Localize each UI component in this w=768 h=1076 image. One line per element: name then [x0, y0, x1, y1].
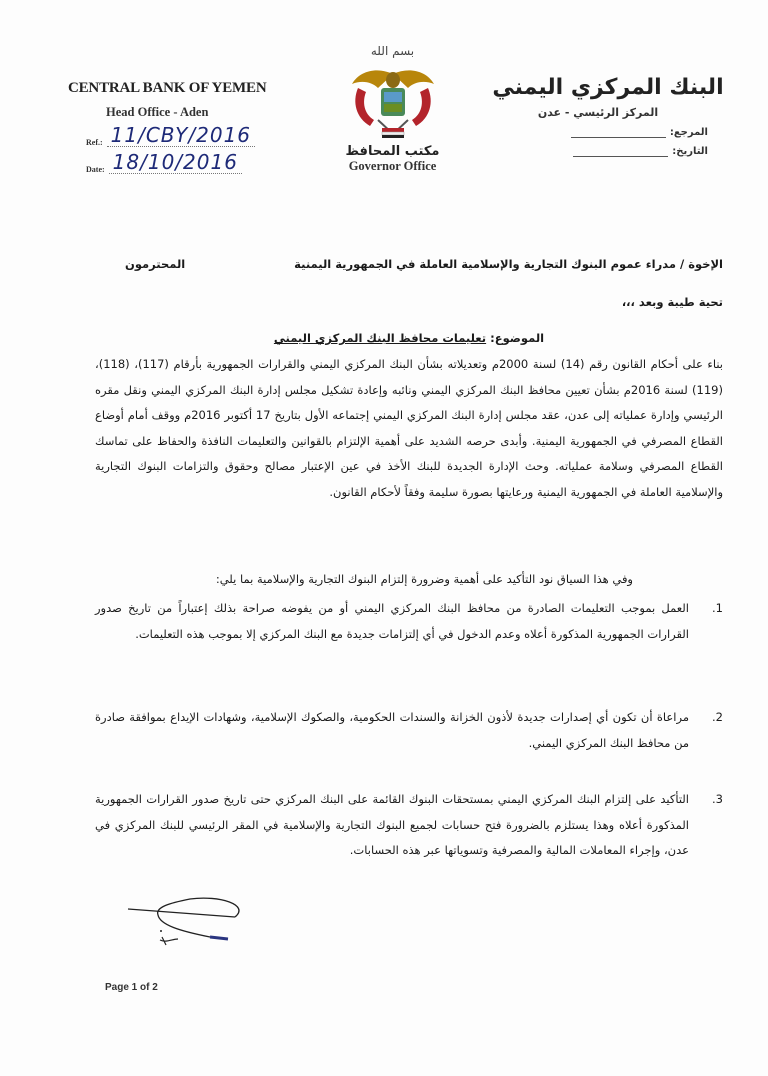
head-office-english: Head Office - Aden — [106, 105, 209, 119]
page-indicator: Page 1 of 2 — [105, 982, 158, 993]
arabic-date-label: التاريخ: — [672, 146, 708, 157]
ref-label: Ref.: — [86, 138, 103, 147]
addressee: الإخوة / مدراء عموم البنوك التجارية والإسلامية العاملة في الجمهورية اليمنية — [294, 257, 723, 271]
body-paragraph: بناء على أحكام القانون رقم (14) لسنة 2000م وتعديلاته بشأن البنك المركزي اليمني والقرارات الجمهورية بأرقام (117)، (118)، (119) لسنة 2016م بشأن تعيين محافظ البنك المركزي اليمني ونائبه وإعادة تشكيل مجلس إدارة البنك المركزي اليمني ونقل مقره الرئيسي وإدارة عملياته إلى عدن، عقد مجلس إدارة البنك المركزي اليمني إجتماعه الأول بتاريخ 17 أكتوبر 2016م ووقف أمام أوضاع القطاع المصرفي في الجمهورية اليمنية. وأبدى حرصه الشديد على أهمية الإلتزام بالقوانين والتعليمات النافذة والحفاظ على تماسك القطاع المصرفي وسلامة عملياته. وحث الإدارة الجديدة للبنك الأخذ في عين الإعتبار مصالح وحقوق والتزامات البنوك التجارية والإسلامية العاملة في الجمهورية اليمنية ورعايتها بصورة سليمة وفقاً لأحكام القانون. — [95, 357, 724, 499]
arabic-letterhead — [488, 75, 728, 157]
eagle-emblem-icon — [348, 62, 438, 142]
subject-line — [95, 326, 723, 352]
english-letterhead — [68, 80, 298, 174]
list-item-text: مراعاة أن تكون أي إصدارات جديدة لأذون الخزانة والسندات الحكومية، والصكوك الإسلامية، وشهادات الإيداع بموافقة صادرة من محافظ البنك المركزي اليمني. — [95, 710, 689, 750]
arabic-ref-line — [571, 127, 666, 138]
list-item — [95, 596, 723, 647]
date-label: Date: — [86, 165, 105, 174]
date-value: 18/10/2016 — [109, 151, 242, 174]
list-item-number: 2. — [712, 710, 723, 724]
governor-office-arabic: مكتب المحافظ — [345, 144, 440, 159]
intro-sentence: وفي هذا السياق نود التأكيد على أهمية وضرورة إلتزام البنوك التجارية والإسلامية بما يلي: — [215, 572, 633, 586]
reference-row — [86, 124, 298, 147]
subject-label: الموضوع: — [490, 331, 545, 345]
addressee-line — [95, 252, 723, 278]
bank-name-arabic: البنك المركزي اليمني — [492, 75, 724, 100]
list-item-text: العمل بموجب التعليمات الصادرة من محافظ البنك المركزي اليمني أو من يفوضه صراحة بذلك إعتباراً من تاريخ صدور القرارات الجمهورية المذكورة أعلاه وعدم الدخول في أي إلتزامات جديدة مع البنك المركزي إلا بموجب هذه التعليمات. — [95, 601, 689, 641]
bank-name-english: CENTRAL BANK OF YEMEN — [68, 80, 267, 96]
signature-icon — [100, 895, 300, 955]
arabic-date-field — [488, 146, 708, 157]
date-row — [86, 151, 298, 174]
list-item — [95, 705, 723, 756]
list-item — [95, 787, 723, 864]
governor-office-english: Governor Office — [348, 159, 437, 173]
basmala-calligraphy: بسم الله — [370, 44, 415, 58]
list-item-text: التأكيد على إلتزام البنك المركزي اليمني بمستحقات البنوك القائمة على البنك المركزي حتى تاريخ صدور القرارات الجمهورية المذكورة أعلاه وهذا يستلزم بالضرورة فتح حسابات لجميع البنوك التجارية والإسلامية في المقر الرئيسي للبنك المركزي في عدن، وإجراء المعاملات المالية والمصرفية وتسوياتها عبر هذه الحسابات. — [95, 792, 689, 857]
respected-label: المحترمون — [125, 257, 186, 271]
yemen-emblem-block — [335, 40, 450, 180]
ref-value: 11/CBY/2016 — [107, 124, 255, 147]
subject-text: تعليمات محافظ البنك المركزي اليمني — [273, 331, 487, 345]
arabic-ref-label: المرجع: — [669, 127, 708, 138]
arabic-ref-field — [488, 127, 708, 138]
list-item-number: 1. — [712, 601, 723, 615]
head-office-arabic: المركز الرئيسي - عدن — [537, 106, 659, 119]
arabic-date-line — [573, 146, 668, 157]
list-item-number: 3. — [712, 792, 723, 806]
greeting: تحية طيبة وبعد ،،، — [621, 295, 723, 309]
